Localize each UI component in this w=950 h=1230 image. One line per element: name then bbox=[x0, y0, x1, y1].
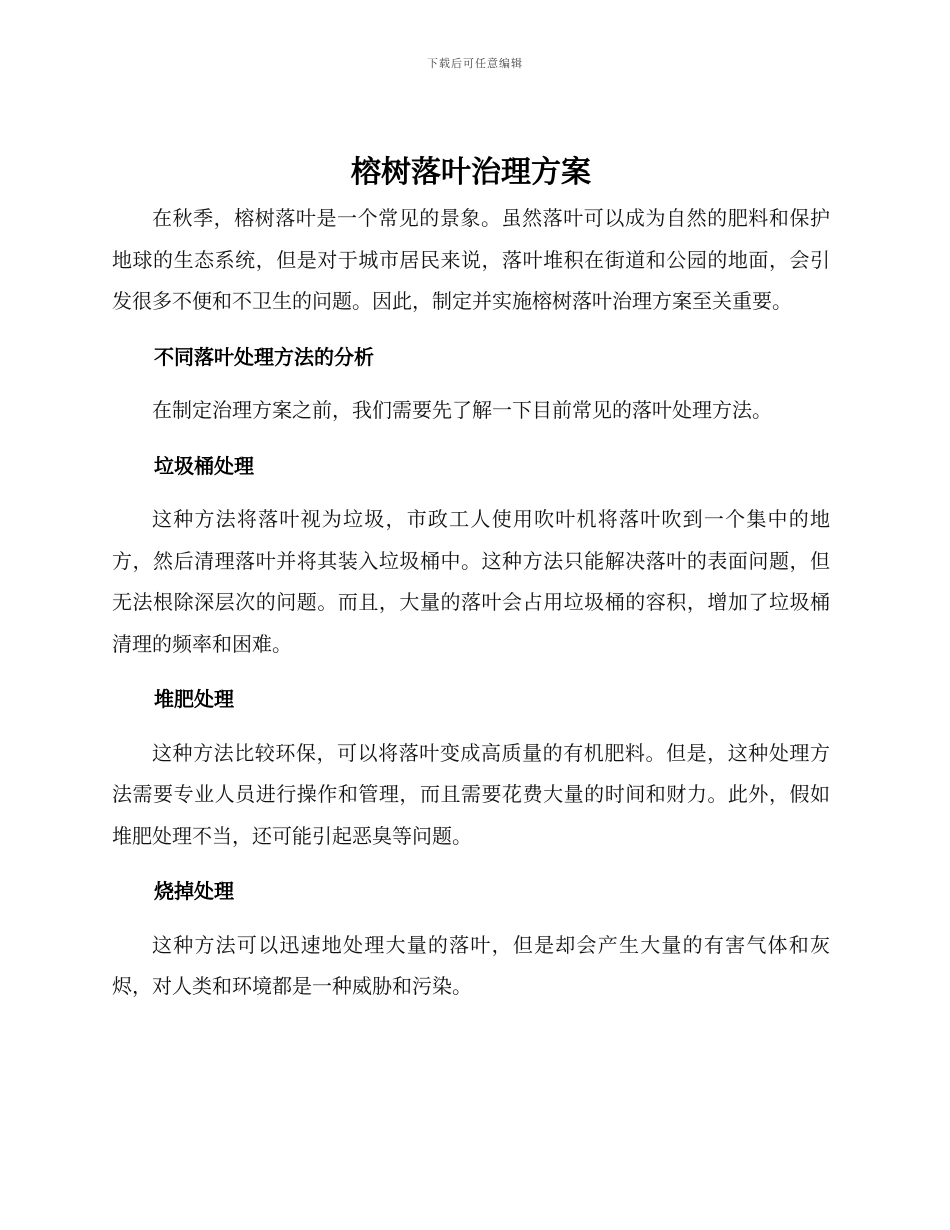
spacer bbox=[112, 487, 830, 499]
section-text-trash: 这种方法将落叶视为垃圾，市政工人使用吹叶机将落叶吹到一个集中的地方，然后清理落叶并将其装入垃圾桶中。这种方法只能解决落叶的表面问题，但无法根除深层次的问题。而且，大量的落叶会占用垃圾桶的容积，增加了垃圾桶清理的频率和困难。 bbox=[112, 507, 830, 656]
section-heading-compost: 堆肥处理 bbox=[154, 687, 234, 711]
spacer bbox=[112, 665, 830, 679]
spacer bbox=[112, 913, 830, 925]
spacer bbox=[112, 721, 830, 733]
header-note: 下载后可任意编辑 bbox=[427, 57, 523, 70]
section-text-analysis: 在制定治理方案之前，我们需要先了解一下目前常见的落叶处理方法。 bbox=[152, 398, 772, 422]
spacer bbox=[112, 378, 830, 390]
document-body bbox=[112, 148, 830, 1008]
intro-paragraph: 在秋季，榕树落叶是一个常见的景象。虽然落叶可以成为自然的肥料和保护地球的生态系统，但是对于城市居民来说，落叶堆积在街道和公园的地面，会引发很多不便和不卫生的问题。因此，制定并实施榕树落叶治理方案至关重要。 bbox=[112, 206, 830, 313]
section-heading-trash: 垃圾桶处理 bbox=[154, 453, 254, 478]
page-title: 榕树落叶治理方案 bbox=[351, 155, 591, 190]
section-text-burn: 这种方法可以迅速地处理大量的落叶，但是却会产生大量的有害气体和灰烬，对人类和环境都是一种威胁和污染。 bbox=[112, 932, 830, 998]
spacer bbox=[112, 857, 830, 871]
section-text-compost: 这种方法比较环保，可以将落叶变成高质量的有机肥料。但是，这种处理方法需要专业人员进行操作和管理，而且需要花费大量的时间和财力。此外，假如堆肥处理不当，还可能引起恶臭等问题。 bbox=[112, 740, 830, 848]
spacer bbox=[112, 323, 830, 337]
section-heading-analysis: 不同落叶处理方法的分析 bbox=[154, 344, 374, 369]
spacer bbox=[112, 432, 830, 446]
section-heading-burn: 烧掉处理 bbox=[154, 879, 234, 903]
